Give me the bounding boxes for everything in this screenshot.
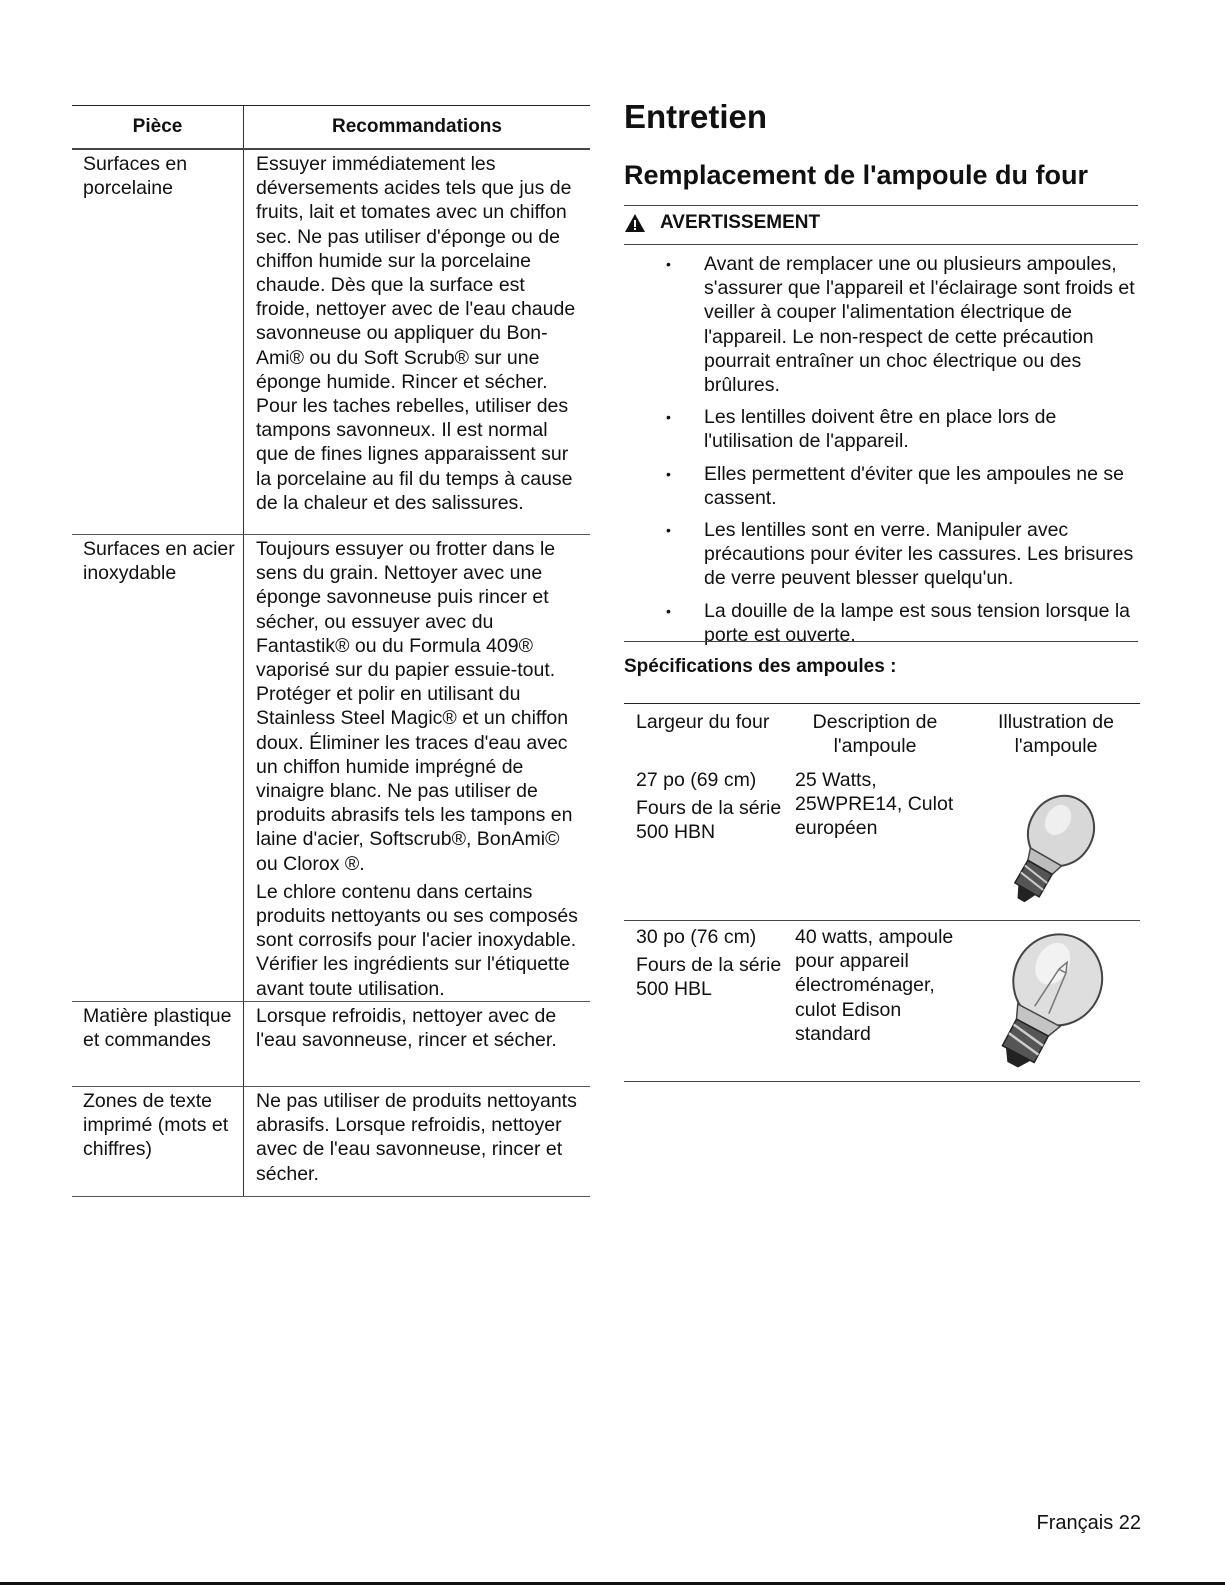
list-item: • Les lentilles doivent être en place lors de l'utilisation de l'appareil. (666, 406, 1057, 453)
section-title: Entretien (624, 98, 768, 135)
divider (624, 205, 1138, 206)
spec-width: 30 po (76 cm) Fours de la série 500 HBL (636, 925, 796, 1002)
table-row (72, 1087, 590, 1197)
recommendation-text: Toujours essuyer ou frotter dans le sens du grain. Nettoyer avec une éponge savonneuse puis rincer et sécher, ou essuyer avec du Fantastik® ou du Formula 409® vaporisé sur du papier essuie-tout. Protéger et polir en utilisant du Stainless Steel Magic® et un chiffon doux. Éliminer les traces d'eau avec un chiffon humide imprégné de vinaigre blanc. Ne pas utiliser de produits abrasifs tels les tampons en laine d'acier, Softscrub®, BonAmi© ou Clorox ®. (256, 538, 573, 875)
table-row (72, 535, 590, 1002)
row-piece: Matière plastique et commandes (72, 1002, 244, 1086)
spec-width: 27 po (69 cm) Fours de la série 500 HBN (636, 768, 796, 845)
row-piece: Surfaces en porcelaine (72, 150, 244, 534)
row-recommendation (244, 1002, 590, 1086)
spec-description: 25 Watts, 25WPRE14, Culot européen (795, 769, 954, 840)
list-item: • Les lentilles sont en verre. Manipuler avec précautions pour éviter les cassures. Les brisures de verre peuvent blesser quelqu'un. (666, 519, 1134, 590)
subsection-title: Remplacement de l'ampoule du four (624, 160, 1088, 190)
list-item: • Elles permettent d'éviter que les ampoules ne se cassent. (666, 462, 1124, 509)
list-item: • Avant de remplacer une ou plusieurs ampoules, s'assurer que l'appareil et l'éclairage sont froids et veiller à couper l'alimentation électrique de l'appareil. Le non-respect de cette précaution pourrait entraîner un choc électrique ou des brûlures. (666, 253, 1135, 397)
warning-header (624, 212, 820, 234)
warning-triangle-icon (624, 213, 646, 233)
row-recommendation (244, 535, 590, 1001)
row-recommendation (244, 150, 590, 534)
header-piece: Pièce (72, 106, 244, 148)
bulb-spec-table (624, 703, 1140, 1082)
row-recommendation (244, 1087, 590, 1196)
header-illustration: Illustration de l'ampoule (998, 711, 1114, 758)
large-bulb-icon (982, 927, 1110, 1077)
spec-series: Fours de la série 500 HBN (636, 797, 782, 844)
recommendation-text: Ne pas utiliser de produits nettoyants abrasifs. Lorsque refroidis, nettoyer avec de l'eau savonneuse, rincer et sécher. (256, 1090, 577, 1185)
header-recommendations: Recommandations (332, 116, 502, 137)
warning-list (664, 252, 1144, 655)
divider (624, 244, 1138, 245)
recommendation-text: Essuyer immédiatement les déversements acides tels que jus de fruits, lait et tomates avec un chiffon sec. Ne pas utiliser d'éponge ou de chiffon humide sur la porcelaine chaude. Dès que la surface est froide, nettoyer avec de l'eau chaude savonneuse ou appliquer du Bon-Ami® ou du Soft Scrub® sur une éponge humide. Rincer et sécher. Pour les taches rebelles, utiliser des tampons savonneux. Il est normal que de fines lignes apparaissent sur la porcelaine au fil du temps à cause de la chaleur et des salissures. (256, 153, 576, 514)
list-item: • La douille de la lampe est sous tension lorsque la porte est ouverte. (666, 599, 1131, 646)
table-header-row (72, 105, 590, 150)
page-footer: Français 22 (1036, 1512, 1141, 1534)
small-bulb-icon (998, 786, 1102, 914)
divider (624, 641, 1138, 642)
cleaning-table (72, 105, 590, 1197)
spec-description: 40 watts, ampoule pour appareil électroménager, culot Edison standard (795, 926, 954, 1045)
table-row (624, 920, 1140, 1082)
header-description: Description de l'ampoule (812, 711, 938, 758)
warning-label: AVERTISSEMENT (660, 212, 821, 233)
recommendation-text: Lorsque refroidis, nettoyer avec de l'eau savonneuse, rincer et sécher. (256, 1005, 557, 1052)
spec-series: Fours de la série 500 HBL (636, 954, 782, 1001)
spec-header-row (624, 703, 1140, 764)
header-width: Largeur du four (636, 711, 770, 733)
spec-title: Spécifications des ampoules : (624, 656, 897, 677)
recommendation-text: Le chlore contenu dans certains produits nettoyants ou ses composés sont corrosifs pour l'acier inoxydable. Vérifier les ingrédients sur l'étiquette avant toute utilisation. (256, 880, 578, 1000)
table-row (72, 150, 590, 535)
row-piece: Surfaces en acier inoxydable (72, 535, 244, 1001)
row-piece: Zones de texte imprimé (mots et chiffres) (72, 1087, 244, 1196)
table-row (624, 764, 1140, 920)
table-row (72, 1002, 590, 1087)
